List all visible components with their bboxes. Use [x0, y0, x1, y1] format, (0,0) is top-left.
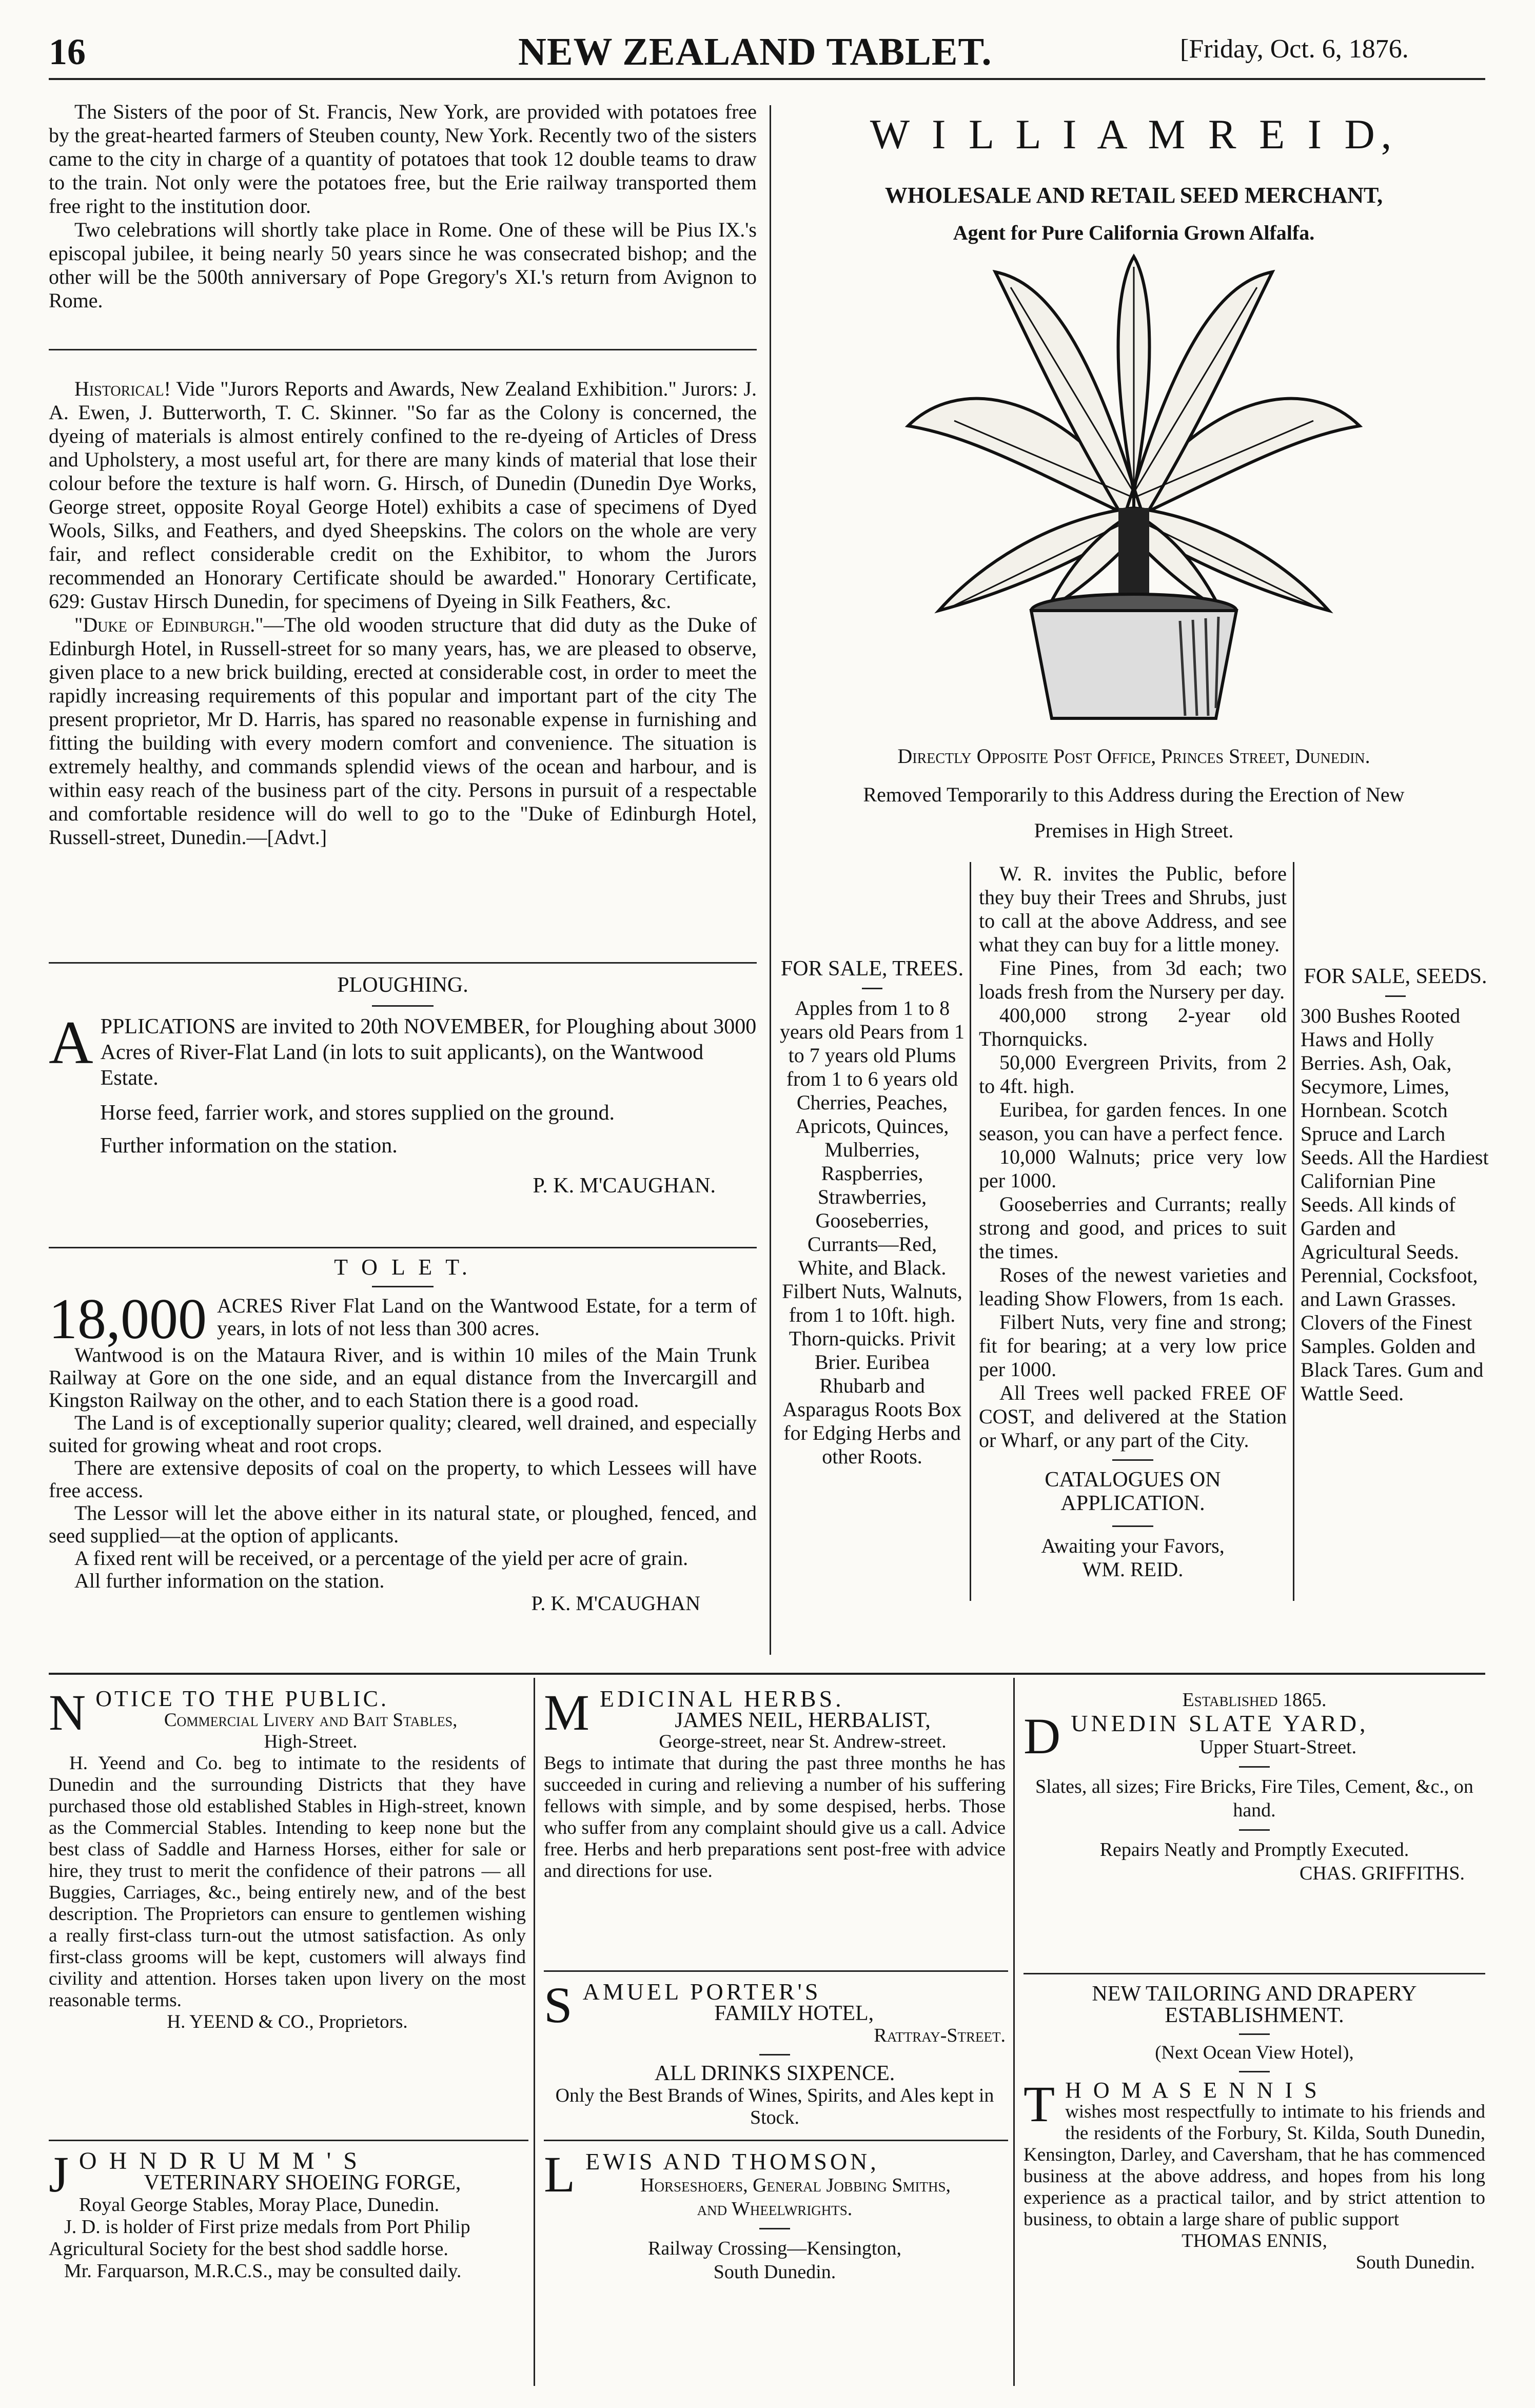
medicinal-dropcap: M [544, 1684, 593, 1741]
reid-signature: WM. REID. [1082, 1558, 1184, 1581]
duke-lead: "Duke of Edinburgh." [74, 613, 264, 636]
slate-address: Upper Stuart-Street. [1199, 1736, 1357, 1758]
porter-title: AMUEL PORTER'S [582, 1979, 821, 2005]
drumm-subtitle: VETERINARY SHOEING FORGE, [144, 2171, 461, 2195]
porter-dropcap: S [544, 1976, 576, 2033]
notice-signature: H. YEEND & CO., Proprietors. [167, 2011, 408, 2032]
reid-item-gooseberries: Gooseberries and Currants; really strong and good, and prices to suit the times. [979, 1192, 1287, 1263]
ploughing-line-2: Horse feed, farrier work, and stores supplied on the ground. [100, 1101, 615, 1125]
divider [49, 962, 757, 964]
reid-subtitle: WHOLESALE AND RETAIL SEED MERCHANT, [884, 183, 1383, 208]
tailoring-dropcap: T [1024, 2076, 1058, 2132]
ploughing-ad [49, 972, 757, 1199]
reid-removed: Removed Temporarily to this Address during the Erection of New [863, 783, 1405, 806]
tailoring-place: South Dunedin. [1355, 2252, 1475, 2273]
notice-street: High-Street. [264, 1731, 358, 1752]
section-rule [49, 1673, 1485, 1675]
porter-ad [544, 1976, 1006, 2129]
ornament-rule [1112, 1459, 1153, 1461]
historical-body: Vide "Jurors Reports and Awards, New Zealand Exhibition." Jurors: J. A. Ewen, J. Butterworth, T. C. Skinner. "So far as the Colony is concerned, the dyeing of materials is almost entirely confined to the re-dyeing of Articles of Dress and Upholstery, a most useful art, for there are many kinds of material that lose their colour before the texture is half worn. G. Hirsch, of Dunedin (Dunedin Dye Works, George street, opposite Royal George Hotel) exhibits a case of specimens of Dyed Wools, Silks, and Feathers, and dyed Sheepskins. The colors on the whole are very fair, and reflect considerable credit on the Exhibitor, to whom the Jurors recommended an Honorary Certificate should be awarded." Honorary Certificate, 629: Gustav Hirsch Dunedin, for specimens of Dyeing in Silk Feathers, &c. [49, 377, 757, 613]
newspaper-title: NEW ZEALAND TABLET. [518, 30, 992, 73]
porter-street: Rattray-Street. [874, 2025, 1006, 2046]
tailor-name: H O M A S E N N I S [1065, 2078, 1320, 2103]
divider [49, 2140, 528, 2141]
column-divider [1293, 862, 1294, 1601]
drumm-address: Royal George Stables, Moray Place, Dunedin. [78, 2194, 440, 2216]
column-divider [770, 105, 771, 1655]
sisters-paragraph-2: Two celebrations will shortly take place in Rome. One of these will be Pius IX.'s episcopal jubilee, it being nearly 50 years since he was consecrated bishop; and the other will be the 500th anniversary of Pope Gregory's XI.'s return from Avignon to Rome. [49, 218, 757, 312]
issue-date: [Friday, Oct. 6, 1876. [1180, 34, 1409, 64]
ornament-rule [759, 2228, 790, 2229]
column-divider [1013, 1678, 1015, 2386]
ploughing-title: PLOUGHING. [337, 973, 468, 997]
porter-subtitle: FAMILY HOTEL, [714, 2002, 874, 2025]
notice-body: H. Yeend and Co. beg to intimate to the residents of Dunedin and the surrounding Districts that they have purchased those old established Stables in High-street, known as the Commercial Stables. Intending to keep none but the best class of Saddle and Harness Horses, either for sale or hire, they trust to merit the confidence of their patrons — all Buggies, Carriages, &c., being entirely new, and of the best description. The Proprietors can ensure to gentlemen wishing a really first-class turn-out the utmost satisfaction. As only first-class grooms will be kept, customers will always find civility and attention. Horses taken upon livery on the most reasonable terms. [49, 1753, 526, 2011]
to-let-ad [49, 1256, 757, 1615]
reid-item-thornquicks: 400,000 strong 2-year old Thornquicks. [979, 1004, 1287, 1050]
notice-title: OTICE TO THE PUBLIC. [95, 1686, 389, 1711]
slate-established: Established 1865. [1182, 1689, 1327, 1711]
medicinal-body: Begs to intimate that during the past three months he has succeeded in curing and relieving a number of his suffering fellows with simple, and by some despised, herbs. Those who suffer from any complaint should give us a call. Advice free. Herbs and herb preparations sent post-free with advice and directions for use. [544, 1753, 1006, 1882]
reid-item-roses: Roses of the newest varieties and leading Show Flowers, from 1s each. [979, 1263, 1287, 1310]
notice-ad [49, 1684, 526, 2033]
tailoring-location: (Next Ocean View Hotel), [1155, 2042, 1354, 2063]
lewis-dropcap: L [544, 2146, 579, 2203]
notice-subtitle: Commercial Livery and Bait Stables, [164, 1710, 458, 1731]
porter-body: Only the Best Brands of Wines, Spirits, and Ales kept in Stock. [555, 2085, 994, 2128]
drumm-paragraph-1: J. D. is holder of First prize medals from Port Philip Agricultural Society for the best shod saddle horse. [49, 2216, 470, 2260]
ploughing-signature: P. K. M'CAUGHAN. [533, 1174, 716, 1198]
reid-name: W I L L I A M R E I D, [870, 111, 1398, 158]
to-let-lead: ACRES River Flat Land on the Wantwood Estate, for a term of years, in lots of not less than 300 acres. [217, 1294, 757, 1340]
ornament-rule [862, 988, 882, 989]
to-let-paragraph-4: The Lessor will let the above either in its natural state, or ploughed, fenced, and seed supplied—at the option of applicants. [49, 1501, 757, 1547]
ploughing-body: PPLICATIONS are invited to 20th NOVEMBER, for Ploughing about 3000 Acres of River-Flat Land (in lots to suit applicants), on the Wantwood Estate. [100, 1015, 757, 1090]
ornament-rule [1239, 2071, 1270, 2072]
duke-body: —The old wooden structure that did duty as the Duke of Edinburgh Hotel, in Russell-street for so many years, has, we are pleased to observe, given place to a new brick building, erected at considerable cost, in order to meet the rapidly increasing requirements of this popular and important part of the city The present proprietor, Mr D. Harris, has spared no reasonable expense in furnishing and fitting the building with every modern comfort and convenience. The situation is extremely healthy, and commands splendid views of the ocean and harbour, and is within easy reach of the business part of the city. Persons in pursuit of a respectable and comfortable residence will do well to go to the "Duke of Edinburgh Hotel, Russell-street, Dunedin.—[Advt.] [49, 613, 757, 849]
lewis-title: EWIS AND THOMSON, [585, 2148, 879, 2175]
ornament-rule [372, 1005, 434, 1007]
divider [544, 2140, 1008, 2141]
divider [544, 1970, 1008, 1972]
divider [49, 1247, 757, 1248]
lewis-address-2: South Dunedin. [713, 2261, 836, 2283]
seeds-heading: FOR SALE, SEEDS. [1304, 965, 1487, 988]
column-divider [534, 1678, 535, 2386]
drumm-dropcap: J [49, 2146, 72, 2203]
to-let-title: T O L E T. [334, 1255, 471, 1280]
potted-plant-illustration [893, 251, 1375, 723]
column-divider [970, 862, 971, 1601]
catalogues-notice: CATALOGUES ON APPLICATION. [1045, 1468, 1221, 1515]
ornament-rule [759, 2054, 790, 2055]
sisters-paragraph-1: The Sisters of the poor of St. Francis, New York, are provided with potatoes free by the great-hearted farmers of Steuben county, New York. Recently two of the sisters came to the city in charge of a quantity of potatoes that took 12 double teams to draw to the train. Not only were the potatoes free, but the Erie railway transported them free right to the institution door. [49, 100, 757, 218]
to-let-paragraph-1: Wantwood is on the Mataura River, and is within 10 miles of the Main Trunk Railway at Gore on the one side, and an equal distance from the Invercargill and Kingston Railway on the other, and to each Station there is a good road. [49, 1343, 757, 1412]
tailoring-body: wishes most respectfully to intimate to his friends and the residents of the Forbury, St. Kilda, South Dunedin, Kensington, Darley, and Caversham, that he has commenced business at the above address, and hopes from his long experience as a practical tailor, and by strict attention to business, to obtain a large share of public support [1024, 2101, 1485, 2230]
reid-middle-column [979, 862, 1287, 1581]
ornament-rule [1385, 995, 1406, 997]
seeds-column [1301, 965, 1490, 1405]
ornament-rule [372, 1286, 434, 1287]
ornament-rule [1239, 2033, 1270, 2035]
reid-item-euribea: Euribea, for garden fences. In one season, you can have a perfect fence. [979, 1098, 1287, 1145]
slate-signature: CHAS. GRIFFITHS. [1299, 1863, 1465, 1884]
ploughing-line-3: Further information on the station. [100, 1134, 398, 1158]
slate-yard-ad [1024, 1688, 1485, 1885]
medicinal-ad [544, 1684, 1006, 1882]
reid-item-filberts: Filbert Nuts, very fine and strong; fit for bearing; at a very low price per 1000. [979, 1310, 1287, 1381]
trees-list: Apples from 1 to 8 years old Pears from 1 to 7 years old Plums from 1 to 6 years old Cherries, Peaches, Apricots, Quinces, Mulberries, Raspberries, Strawberries, Gooseberries, Currants—Red, White, and Black. Filbert Nuts, Walnuts, from 1 to 10ft. high. Thorn-quicks. Privit Brier. Euribea Rhubarb and Asparagus Roots Box for Edging Herbs and other Roots. [780, 996, 965, 1468]
reid-item-walnuts: 10,000 Walnuts; price very low per 1000. [979, 1145, 1287, 1192]
drumm-title: O H N D R U M M ' S [78, 2147, 360, 2175]
reid-item-privits: 50,000 Evergreen Privits, from 2 to 4ft. high. [979, 1051, 1287, 1098]
page-number: 16 [49, 31, 86, 72]
lewis-ad [544, 2146, 1006, 2284]
lewis-address-1: Railway Crossing—Kensington, [648, 2238, 901, 2259]
slate-body: Slates, all sizes; Fire Bricks, Fire Tiles, Cement, &c., on hand. [1035, 1776, 1473, 1821]
lewis-subtitle-1: Horseshoers, General Jobbing Smiths, [640, 2175, 951, 2196]
divider [1024, 1973, 1485, 1974]
lewis-subtitle-2: and Wheelwrights. [697, 2198, 853, 2220]
slate-repairs: Repairs Neatly and Promptly Executed. [1099, 1839, 1409, 1861]
reid-item-pines: Fine Pines, from 3d each; two loads fresh from the Nursery per day. [979, 956, 1287, 1003]
slate-dropcap: D [1024, 1708, 1064, 1765]
to-let-paragraph-5: A fixed rent will be received, or a percentage of the yield per acre of grain. [74, 1546, 688, 1570]
ornament-rule [1112, 1525, 1153, 1527]
slate-title: UNEDIN SLATE YARD, [1071, 1710, 1369, 1736]
seeds-list: 300 Bushes Rooted Haws and Holly Berries. Ash, Oak, Secymore, Limes, Hornbean. Scotch Spruce and Larch Seeds. All the Hardiest Californian Pine Seeds. All kinds of Garden and Agricultural Seeds. Perennial, Cocksfoot, and Lawn Grasses. Clovers of the Finest Samples. Golden and Black Tares. Gum and Wattle Seed. [1301, 1004, 1489, 1405]
to-let-paragraph-6: All further information on the station. [74, 1569, 385, 1592]
sisters-article [49, 100, 757, 312]
historical-article [49, 377, 757, 849]
ploughing-dropcap: A [49, 1008, 93, 1076]
to-let-signature: P. K. M'CAUGHAN [531, 1592, 700, 1615]
drumm-ad [49, 2146, 526, 2282]
divider [49, 349, 757, 350]
reid-agent: Agent for Pure California Grown Alfalfa. [953, 221, 1315, 244]
reid-awaiting: Awaiting your Favors, [1041, 1534, 1225, 1557]
ornament-rule [1239, 1766, 1270, 1768]
porter-drinks: ALL DRINKS SIXPENCE. [654, 2062, 895, 2085]
reid-invitation: W. R. invites the Public, before they buy their Trees and Shrubs, just to call at the above Address, and see what they can buy for a little money. [979, 862, 1287, 956]
header-rule [49, 78, 1485, 80]
reid-premises: Premises in High Street. [1034, 819, 1234, 842]
tailoring-ad [1024, 1983, 1485, 2274]
tailoring-title: NEW TAILORING AND DRAPERY ESTABLISHMENT. [1092, 1982, 1417, 2027]
herbalist-name: JAMES NEIL, HERBALIST, [675, 1709, 931, 1732]
historical-lead: Historical! [74, 377, 171, 400]
tailoring-signature: THOMAS ENNIS, [1182, 2230, 1327, 2252]
medicinal-title: EDICINAL HERBS. [599, 1686, 844, 1712]
ornament-rule [1239, 1829, 1270, 1831]
herbalist-address: George-street, near St. Andrew-street. [659, 1731, 947, 1752]
trees-heading: FOR SALE, TREES. [780, 957, 964, 981]
trees-column [780, 957, 965, 1469]
reid-item-packing: All Trees well packed FREE OF COST, and delivered at the Station or Wharf, or any part of the City. [979, 1381, 1287, 1452]
acreage-figure: 18,000 [49, 1287, 207, 1351]
drumm-paragraph-2: Mr. Farquarson, M.R.C.S., may be consulted daily. [64, 2260, 462, 2282]
reid-address: Directly Opposite Post Office, Princes Street, Dunedin. [897, 745, 1370, 768]
notice-dropcap: N [49, 1684, 89, 1741]
to-let-paragraph-2: The Land is of exceptionally superior quality; cleared, well drained, and especially suited for growing wheat and root crops. [49, 1411, 757, 1457]
to-let-paragraph-3: There are extensive deposits of coal on the property, to which Lessees will have free access. [49, 1456, 757, 1502]
